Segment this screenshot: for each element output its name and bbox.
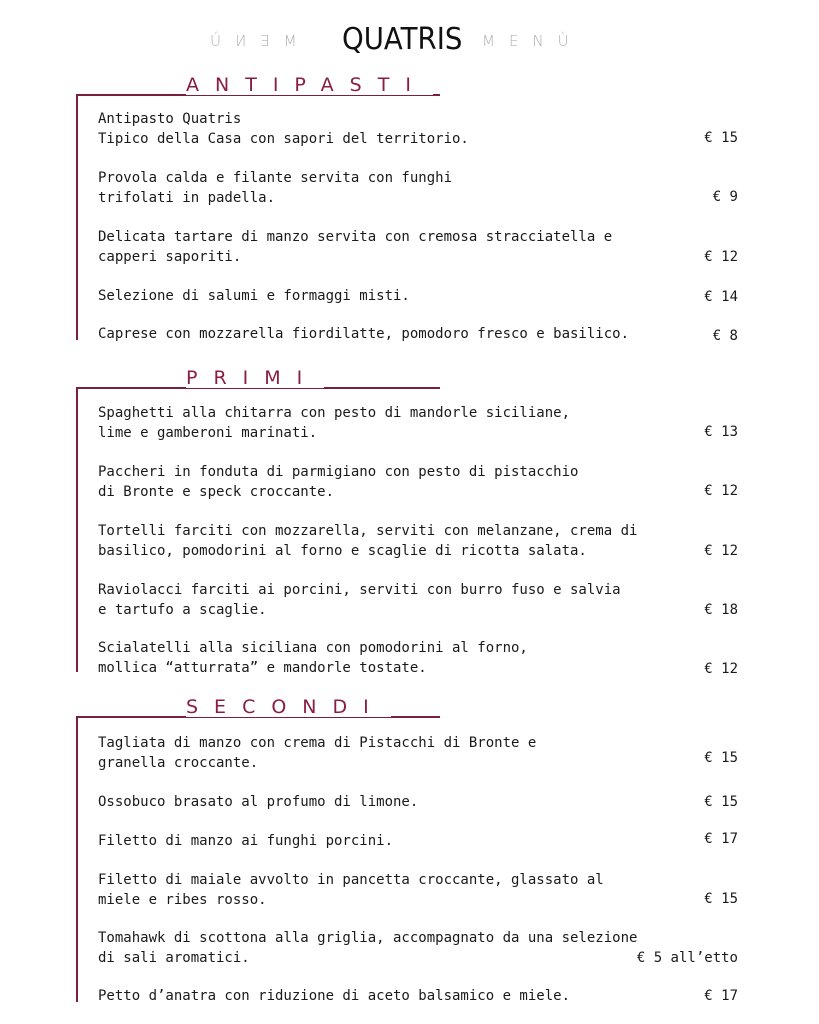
item-description: Tomahawk di scottona alla griglia, accompagnato da una selezione di sali aromatici. xyxy=(98,930,638,966)
brand-logo: QUATRIS xyxy=(342,22,463,57)
menu-word-mirrored: MENÙ xyxy=(196,32,297,50)
item-price: € 12 xyxy=(704,661,738,677)
item-description: Scialatelli alla siciliana con pomodorini al forno, mollica “atturrata” e mandorle tostate. xyxy=(98,640,528,676)
section-title: SECONDI xyxy=(186,697,391,717)
item-description: Paccheri in fonduta di parmigiano con pesto di pistacchio di Bronte e speck croccante. xyxy=(98,464,579,500)
item-price: € 17 xyxy=(704,988,738,1004)
section-antipasti xyxy=(76,74,738,344)
item-description: Raviolacci farciti ai porcini, serviti con burro fuso e salvia e tartufo a scaglie. xyxy=(98,582,621,618)
section-title: PRIMI xyxy=(186,368,324,388)
menu-word: MENÙ xyxy=(482,32,583,50)
item-description: Caprese con mozzarella fiordilatte, pomodoro fresco e basilico. xyxy=(98,326,630,342)
item-price: € 12 xyxy=(704,483,738,499)
item-price: € 17 xyxy=(704,831,738,847)
item-price: € 15 xyxy=(704,794,738,810)
item-description: Spaghetti alla chitarra con pesto di mandorle siciliane, lime e gamberoni marinati. xyxy=(98,405,571,441)
item-price: € 12 xyxy=(704,249,738,265)
item-price: € 14 xyxy=(704,289,738,305)
item-description: Ossobuco brasato al profumo di limone. xyxy=(98,794,419,810)
item-description: Filetto di maiale avvolto in pancetta croccante, glassato al miele e ribes rosso. xyxy=(98,872,604,908)
item-price: € 5 all’etto xyxy=(636,950,738,966)
item-price: € 12 xyxy=(704,543,738,559)
section-title: ANTIPASTI xyxy=(186,75,433,95)
item-description: Filetto di manzo ai funghi porcini. xyxy=(98,833,394,849)
item-price: € 15 xyxy=(704,891,738,907)
menu-header xyxy=(0,18,819,62)
item-price: € 15 xyxy=(704,750,738,766)
item-description: Delicata tartare di manzo servita con cremosa stracciatella e capperi saporiti. xyxy=(98,229,613,265)
item-description: Tagliata di manzo con crema di Pistacchi di Bronte e granella croccante. xyxy=(98,735,537,771)
item-price: € 18 xyxy=(704,602,738,618)
item-description: Antipasto Quatris Tipico della Casa con sapori del territorio. xyxy=(98,111,469,147)
item-price: € 13 xyxy=(704,424,738,440)
item-description: Tortelli farciti con mozzarella, serviti con melanzane, crema di basilico, pomodorini al forno e scaglie di ricotta salata. xyxy=(98,523,638,559)
section-primi xyxy=(76,367,738,677)
item-description: Provola calda e filante servita con funghi trifolati in padella. xyxy=(98,170,453,206)
item-description: Selezione di salumi e formaggi misti. xyxy=(98,288,410,304)
item-price: € 9 xyxy=(712,189,738,205)
section-secondi xyxy=(76,696,738,1004)
item-description: Petto d’anatra con riduzione di aceto balsamico e miele. xyxy=(98,988,571,1004)
item-price: € 8 xyxy=(712,328,738,344)
item-price: € 15 xyxy=(704,130,738,146)
